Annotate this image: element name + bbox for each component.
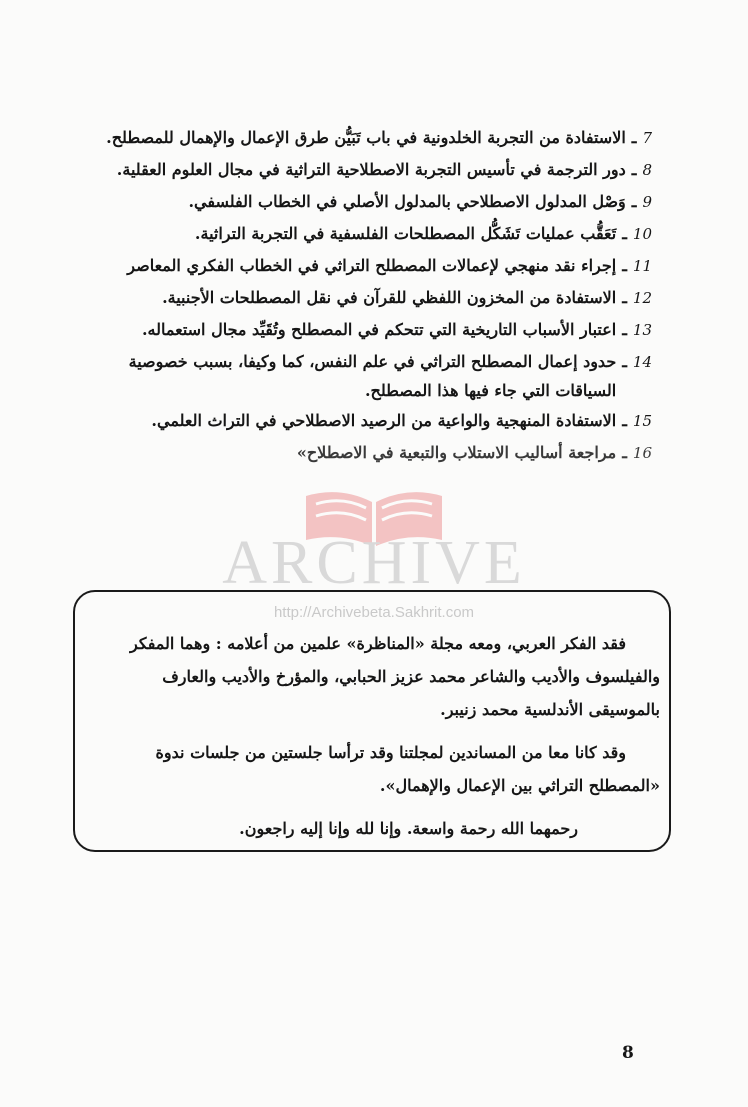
item-dash: ـ — [622, 443, 627, 462]
item-dash: ـ — [622, 352, 627, 371]
item-number: 11 — [632, 257, 652, 275]
list-item — [96, 405, 652, 437]
item-dash: ـ — [631, 160, 637, 179]
obituary-paragraph: فقد الفكر العربي، ومعه مجلة «المناظرة» علمين من أعلامه : وهما المفكر والفيلسوف والأديب والشاعر محمد عزيز الحبابي، والمؤرخ والأديب والعارف بالموسيقى الأندلسية محمد زنيبر. — [130, 634, 660, 719]
item-number: 9 — [642, 193, 652, 211]
item-text: الاستفادة من التجربة الخلدونية في باب تَبَيُّن طرق الإعمال والإهمال للمصطلح. — [106, 128, 626, 147]
item-dash: ـ — [622, 411, 627, 430]
watermark-title: ARCHIVE — [222, 529, 526, 597]
obituary-paragraph: وقد كانا معا من المساندين لمجلتنا وقد ترأسا جلستين من جلسات ندوة «المصطلح التراثي بين الإعمال والإهمال». — [155, 743, 660, 795]
item-text: وَصْل المدلول الاصطلاحي بالمدلول الأصلي في الخطاب الفلسفي. — [188, 192, 626, 211]
item-text: اعتبار الأسباب التاريخية التي تتحكم في المصطلح وتُقَيِّد مجال استعماله. — [141, 320, 617, 339]
list-item — [96, 250, 652, 282]
item-number: 8 — [642, 161, 652, 179]
list-item — [96, 346, 652, 405]
item-number: 15 — [632, 412, 652, 430]
item-text: تَعَقُّب عمليات تَشَكُّل المصطلحات الفلسفية في التجربة التراثية. — [194, 224, 617, 243]
item-number: 16 — [632, 444, 652, 462]
item-number: 12 — [632, 289, 652, 307]
item-text: حدود إعمال المصطلح التراثي في علم النفس، كما وكيفا، بسبب خصوصية السياقات التي جاء فيها هذا المصطلح. — [128, 352, 617, 400]
item-dash: ـ — [622, 288, 627, 307]
list-item — [96, 437, 652, 469]
item-dash: ـ — [622, 224, 627, 243]
list-item — [96, 314, 652, 346]
list-item — [96, 122, 652, 154]
page-number: 8 — [622, 1043, 634, 1063]
item-text: إجراء نقد منهجي لإعمالات المصطلح التراثي في الخطاب الفكري المعاصر — [127, 256, 617, 275]
item-number: 13 — [632, 321, 652, 339]
item-dash: ـ — [631, 192, 637, 211]
obituary-closing: رحمهما الله رحمة واسعة. وإنا لله وإنا إليه راجعون. — [239, 819, 578, 838]
item-text: دور الترجمة في تأسيس التجربة الاصطلاحية التراثية في مجال العلوم العقلية. — [116, 160, 626, 179]
list-item — [96, 282, 652, 314]
numbered-list — [96, 122, 652, 469]
list-item — [96, 218, 652, 250]
item-text: الاستفادة المنهجية والواعية من الرصيد الاصطلاحي في التراث العلمي. — [151, 411, 617, 430]
item-text: مراجعة أساليب الاستلاب والتبعية في الاصطلاح» — [296, 443, 617, 462]
item-number: 14 — [632, 353, 652, 371]
item-dash: ـ — [622, 320, 627, 339]
item-number: 7 — [642, 129, 652, 147]
item-dash: ـ — [622, 256, 627, 275]
list-item — [96, 186, 652, 218]
list-item — [96, 154, 652, 186]
obituary-text — [88, 627, 660, 855]
item-text: الاستفادة من المخزون اللفظي للقرآن في نقل المصطلحات الأجنبية. — [162, 288, 617, 307]
item-dash: ـ — [631, 128, 637, 147]
item-number: 10 — [632, 225, 652, 243]
watermark-url: http://Archivebeta.Sakhrit.com — [273, 604, 475, 621]
